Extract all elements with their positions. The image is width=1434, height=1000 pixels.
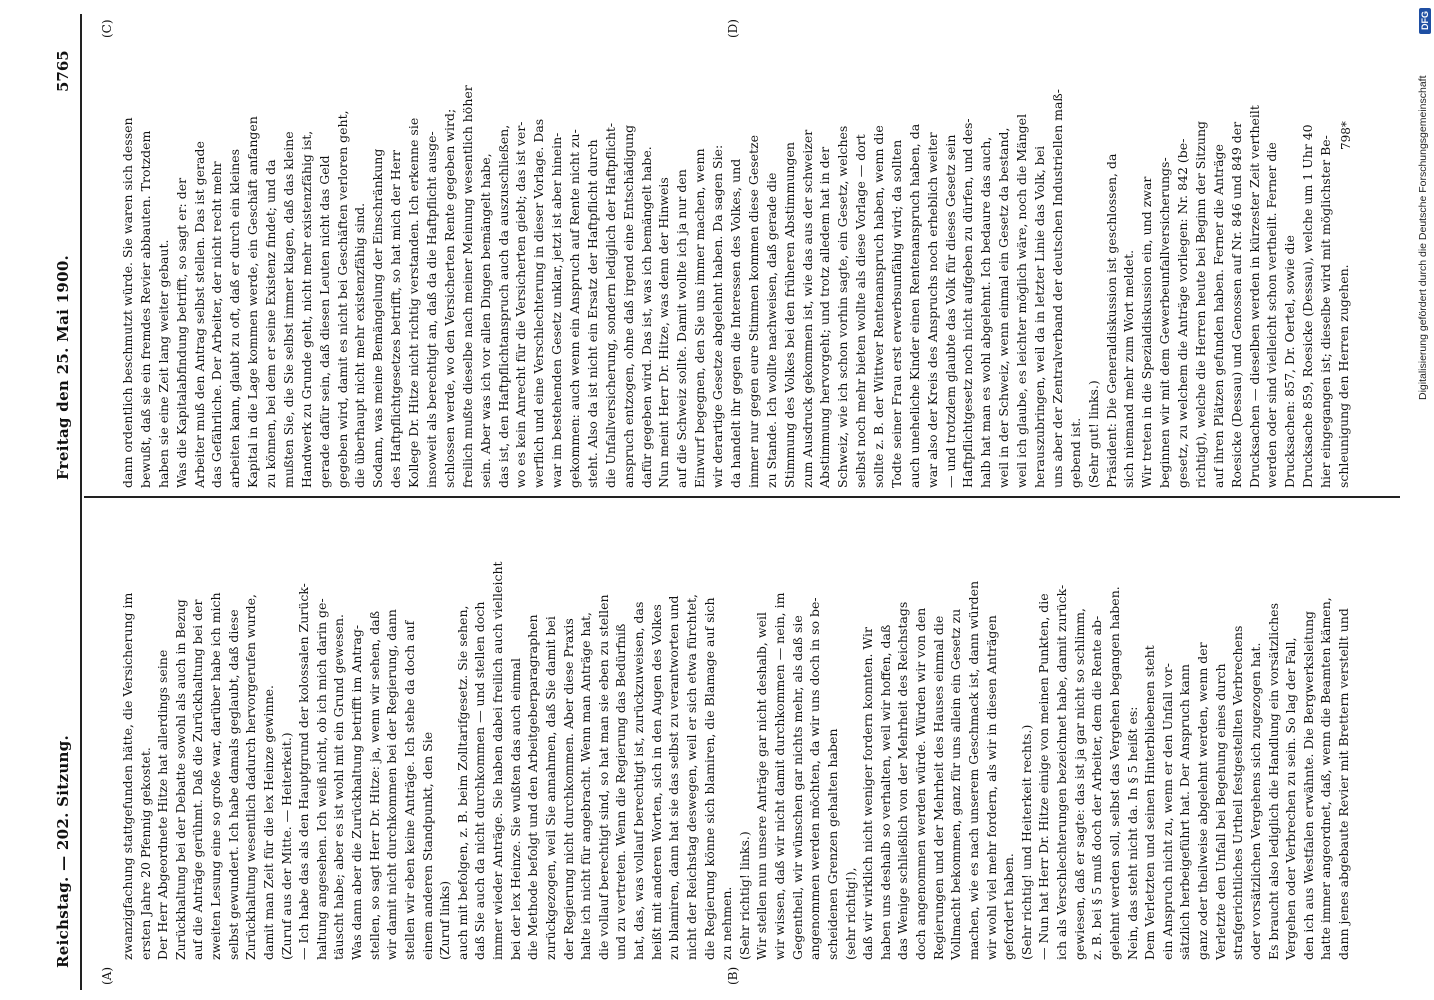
text-line: selbst noch mehr bieten wollte als diese Vorlage — dort	[853, 134, 869, 488]
text-line: herauszubringen, weil da in letzter Linie das Volk, bei	[1032, 145, 1047, 488]
text-line: Arbeiter muß den Antrag selbst stellen. Das ist gerade	[191, 141, 207, 488]
text-line: auf die Anträge gerühmt. Daß die Zurückhaltung bei der	[190, 599, 206, 960]
text-line: Der Herr Abgeordnete Hitze hat allerdings seine	[155, 649, 171, 960]
text-line: zweiten Lesung eine so große war, darüber habe ich mich	[208, 592, 224, 960]
text-line: Es braucht also lediglich die Handlung ein vorsätzliches	[1265, 603, 1281, 960]
text-line: Zurückhaltung wesentlich dadurch hervorgerufen wurde,	[243, 593, 259, 960]
text-line: Wir stellen nun unsere Anträge gar nicht deshalb, weil	[754, 612, 770, 960]
text-line: ich als Verschlechterungen bezeichnet habe, damit zurück-	[1054, 584, 1070, 960]
text-line: halb hat man es wohl abgelehnt. Ich bedaure das auch,	[978, 136, 994, 488]
text-line: daß Sie auch da nicht durchkommen — und stellen doch	[472, 601, 488, 960]
text-line: schleunigung den Herren zugehen.	[1336, 264, 1351, 488]
text-line: wo es kein Anrecht für die Versicherten giebt; das ist ver-	[513, 121, 529, 488]
text-line: immer nur gegen eure Stimmen kommen diese Gesetze	[745, 134, 761, 488]
text-line: sein. Aber was ich vor allen Dingen bemängelt habe,	[477, 153, 493, 488]
text-line: hier eingegangen ist; dieselbe wird mit möglichster Be-	[1318, 135, 1334, 488]
text-line: zu nehmen.	[719, 886, 735, 960]
text-line: mußten Sie, die Sie selbst immer klagen, daß das kleine	[280, 131, 296, 488]
text-line: sollte z. B. der Wittwer Rentenanspruch haben, wenn die	[871, 125, 887, 488]
dfg-logo	[1419, 8, 1431, 34]
text-line: Drucksache 859, Roesicke (Dessau), welche um 1 Uhr 40	[1300, 124, 1316, 488]
text-line: (Sehr richtig! und Heiterkeit rechts.)	[1018, 724, 1034, 960]
text-line: die Methode befolgt und den Arbeitgeberparagraphen	[525, 614, 541, 960]
text-line: ganz oder theilweise abgelehnt werden, wenn der	[1195, 642, 1210, 960]
text-line: machen, wie es nach unserem Geschmack ist, dann würden	[965, 580, 981, 960]
text-line: auch uneheliche Kinder einen Rentenanspruch haben, da	[906, 123, 922, 488]
text-line: stellen, so sagt Herr Dr. Hitze: ja, wenn wir sehen, daß	[366, 610, 382, 960]
text-line: weil in der Schweiz, wenn einmal ein Gesetz da bestand,	[996, 127, 1012, 488]
text-line: Dem Verletzten und seinen Hinterbliebenen steht	[1142, 645, 1158, 960]
text-line: Präsident: Die Generaldiskussion ist geschlossen, da	[1103, 153, 1119, 488]
text-line: Einwurf begegnen, den Sie uns immer machen, wenn	[692, 148, 708, 488]
text-line: stellen wir eben keine Anträge. Ich stehe da doch auf	[401, 620, 417, 960]
text-line: Haftpflichtgesetz noch nicht aufgeben zu dürfen, und des-	[960, 118, 976, 488]
text-line: damit man Zeit für die lex Heinze gewinne.	[260, 685, 276, 960]
text-line: sätzlich herbeigeführt hat. Der Anspruch kann	[1177, 664, 1193, 960]
text-line: sich niemand mehr zum Wort meldet.	[1121, 249, 1137, 488]
text-line: zu können, bei dem er seine Existenz findet; und da	[263, 159, 279, 488]
text-line: immer wieder Anträge. Sie haben dabei freilich auch vielleicht	[490, 561, 506, 960]
section-marker-c: (C)	[100, 19, 114, 38]
text-line: das ist, den Haftpflichtanspruch auch da auszuschließen,	[495, 124, 511, 488]
text-line: Schweiz, wie ich schon vorhin sagte, ein Gesetz, welches	[835, 125, 851, 488]
text-line: (Sehr gut! links.)	[1085, 380, 1101, 488]
text-line: (sehr richtig!),	[842, 867, 858, 960]
text-line: den ich aus Westfalen erwähnte. Die Bergwerksleitung	[1300, 610, 1316, 960]
text-line: arbeiten kann, glaubt zu oft, daß er durch ein kleines	[227, 148, 243, 488]
text-line: beginnen wir mit dem Gewerbeunfallversicherungs-	[1157, 157, 1173, 488]
text-line: auf die Schweiz sollte. Damit wollte ich ja nur den	[674, 169, 690, 488]
text-line: Nein, das steht nicht da. In § 5 heißt es:	[1124, 706, 1140, 960]
text-line: war im bestehenden Gesetz unklar, jetzt ist aber hinein-	[549, 132, 565, 488]
signature-mark: 798*	[1339, 121, 1353, 150]
text-line: Stimmung des Volkes bei den früheren Abstimmungen	[781, 142, 797, 488]
text-line: — Nun hat Herr Dr. Hitze einige von meinen Punkten, die	[1036, 593, 1052, 960]
text-line: insoweit als berechtigt an, daß da die Haftpflicht ausge-	[424, 131, 439, 488]
text-line: gefordert haben.	[1001, 853, 1017, 960]
text-line: haben sie eine Zeit lang weiter gebaut.	[155, 239, 171, 488]
text-line: gewiesen, daß er sagte: das ist ja gar nicht so schlimm,	[1071, 607, 1087, 960]
text-line: wir wissen, daß wir nicht damit durchkommen — nein, im	[772, 592, 788, 960]
text-line: Zurückhaltung bei der Debatte sowohl als auch in Bezug	[172, 599, 188, 960]
text-line: Kapital in die Lage kommen werde, ein Geschäft anfangen	[245, 116, 261, 488]
text-line: — Ich habe das als den Hauptgrund der kolossalen Zurück-	[296, 583, 312, 960]
digitization-credit: Digitalisierung gefördert durch die Deutsche Forschungsgemeinschaft	[1417, 75, 1429, 400]
text-line: strafgerichtliches Urtheil festgestellten Verbrechens	[1230, 625, 1246, 960]
text-line: — und trotzdem glaubte das Volk für dieses Gesetz sein	[942, 134, 958, 488]
text-line: anspruch entzogen, ohne daß irgend eine Entschädigung	[620, 124, 636, 488]
text-line: (Zuruf aus der Mitte. — Heiterkeit.)	[278, 732, 294, 960]
section-marker-d: (D)	[726, 19, 740, 38]
text-line: zurückgezogen, weil Sie annahmen, daß Sie damit bei	[542, 616, 558, 960]
text-line: die überhaupt nicht mehr existenzfähig sind.	[352, 202, 368, 488]
text-line: und zu vertreten. Wenn die Regierung das Bedürfniß	[613, 623, 629, 960]
page-number: 5765	[54, 50, 72, 92]
text-line: gesetz, zu welchem die Anträge vorliegen: Nr. 842 (be-	[1175, 138, 1191, 488]
text-line: dafür gegeben wird. Das ist, was ich bemängelt habe.	[638, 146, 654, 488]
text-line: z. B. bei § 5 muß doch der Arbeiter, dem die Rente ab-	[1089, 615, 1105, 960]
text-line: täuscht habe; aber es ist wohl mit ein Grund gewesen.	[331, 614, 347, 960]
text-line: des Haftpflichtgesetzes betrifft, so hat mich der Herr	[388, 150, 404, 488]
header-rule	[80, 14, 82, 990]
section-marker-b: (B)	[726, 966, 740, 985]
text-line: gekommen: auch wenn ein Anspruch auf Rente nicht zu-	[567, 129, 583, 488]
text-line: war also der Kreis des Anspruchs noch erheblich weiter	[924, 132, 940, 488]
text-line: Verletzte den Unfall bei Begehung eines durch	[1212, 663, 1228, 960]
text-line: Kollege Dr. Hitze nicht richtig verstanden. Ich erkenne sie	[406, 117, 422, 488]
text-line: Vergehen oder Verbrechen zu sein. So lag der Fall,	[1283, 637, 1299, 960]
text-line: gerade dafür sein, daß diesen Leuten nicht das Geld	[316, 155, 332, 488]
text-line: wir wohl viel mehr fordern, als wir in diesen Anträgen	[983, 615, 999, 960]
text-line: nicht der Reichstag deswegen, weil er sich etwa fürchtet,	[683, 594, 699, 960]
text-line: heißt mit anderen Worten, sich in den Augen des Volkes	[648, 604, 664, 960]
text-line: (Sehr richtig! links.)	[736, 831, 752, 960]
text-line: Todte seiner Frau erst erwerbsunfähig wird; da sollten	[888, 139, 904, 488]
text-line: zwanzigfachung stattgefunden hätte, die Versicherung im	[120, 592, 135, 960]
text-line: Wir treten in die Spezialdiskussion ein, und zwar	[1139, 176, 1155, 488]
text-line: daß wir wirklich nicht weniger fordern konnten. Wir	[860, 626, 876, 960]
text-line: angenommen werden möchten, da wir uns doch in so be-	[807, 597, 823, 960]
text-line: Abstimmung hervorgeht; und trotz alledem hat in der	[817, 146, 833, 488]
text-line: einem anderen Standpunkt, den Sie	[419, 731, 435, 960]
text-line: wir damit nicht durchkommen bei der Regierung, dann	[384, 609, 400, 960]
column-rule	[84, 496, 1400, 498]
text-line: Was dann aber die Zurückhaltung betrifft im Antrag-	[349, 624, 365, 960]
text-line: die vollauf berechtigt sind, so hat man sie eben zu stellen	[595, 594, 611, 960]
text-line: werflich und eine Verschlechterung in dieser Vorlage. Das	[531, 118, 547, 488]
text-line: dann jenes abgebaute Revier mit Brettern verstellt und	[1336, 608, 1351, 960]
text-line: ersten Jahre 20 Pfennig gekostet.	[137, 747, 153, 960]
text-line: Gegentheil, wir wünschen gar nichts mehr, als daß sie	[789, 615, 805, 960]
text-line: Was die Kapitalabfindung betrifft, so sagt er: der	[173, 177, 189, 488]
text-line: richtigt), welche die Herren heute bei Beginn der Sitzung	[1192, 121, 1208, 488]
text-line: das Wenige schließlich von der Mehrheit des Reichstags	[895, 601, 911, 960]
text-line: die Regierung könne sich blamiren, die Blamage auf sich	[701, 597, 717, 960]
text-line: gegeben wird, damit es nicht bei Geschäften verloren geht,	[334, 110, 350, 488]
text-line: zu Stande. Ich wollte nachweisen, daß gerade die	[763, 172, 779, 488]
text-line: die Unfallversicherung, sondern lediglich der Haftpflicht-	[602, 122, 618, 488]
text-line: auf ihren Plätzen gefunden haben. Ferner die Anträge	[1210, 144, 1226, 488]
text-line: selbst gewundert. Ich habe damals geglaubt, daß diese	[225, 609, 241, 960]
text-line: das Gefährliche. Der Arbeiter, der nicht recht mehr	[209, 161, 225, 488]
text-line: haltung angesehen. Ich weiß nicht, ob ich mich darin ge-	[313, 598, 329, 960]
dfg-logo-text: DFG	[1420, 11, 1430, 30]
text-line: Drucksachen — dieselben werden in kürzester Zeit vertheilt	[1246, 105, 1262, 488]
text-line: da handelt ihr gegen die Interessen des Volkes, und	[728, 158, 743, 488]
text-line: Handwerk zu Grunde geht, nicht mehr existenzfähig ist,	[298, 130, 314, 488]
text-line: gelehnt werden soll, selbst das Vergehen begangen haben.	[1106, 586, 1122, 960]
text-line: Roesicke (Dessau) und Genossen auf Nr. 846 und 849 der	[1228, 121, 1244, 488]
text-line: hatte immer angeordnet, daß, wenn die Beamten kämen,	[1318, 597, 1334, 960]
text-line: gebend ist.	[1067, 417, 1083, 488]
text-line: Vollmacht bekommen, ganz für uns allein ein Gesetz zu	[948, 608, 964, 960]
text-line: halte ich nicht für angebracht. Wenn man Anträge hat,	[578, 611, 594, 960]
text-line: schlossen werde, wo den Versicherten Rente gegeben wird;	[441, 108, 457, 488]
text-line: werden oder sind vielleicht schon vertheilt. Ferner die	[1264, 142, 1280, 488]
text-line: uns aber der Zentralverband der deutschen Industriellen maß-	[1049, 89, 1065, 488]
text-line: bewußt, daß sie ein fremdes Revier abbauten. Trotzdem	[137, 130, 153, 488]
text-line: wir derartige Gesetze abgelehnt haben. Da sagen Sie:	[710, 144, 726, 488]
text-line: weil ich glaube, es leichter möglich wäre, noch die Mängel	[1014, 113, 1030, 488]
text-line: Sodann, was meine Bemängelung der Einschränkung	[370, 148, 386, 488]
text-line: scheidenen Grenzen gehalten haben	[824, 728, 840, 960]
text-line: auch mit befolgen, z. B. beim Zolltarifgesetz. Sie sehen,	[454, 605, 470, 960]
text-line: hat, das, was vollauf berechtigt ist, zurückzuweisen, das	[631, 601, 647, 960]
text-line: der Regierung nicht durchkommen. Aber diese Praxis	[560, 618, 576, 960]
text-line: oder vorsätzlichen Vergehens sich zugezogen hat.	[1247, 642, 1263, 960]
running-header-left: Reichstag. — 202. Sitzung.	[54, 734, 72, 968]
text-line: Nun meint Herr Dr. Hitze, was denn der Hinweis	[656, 177, 672, 488]
text-line: zum Ausdruck gekommen ist, wie das aus der schweizer	[799, 129, 815, 488]
text-line: steht. Also da ist nicht ein Ersatz der Haftpflicht durch	[584, 139, 600, 488]
running-header-right: Freitag den 25. Mai 1900.	[54, 254, 72, 480]
text-line: haben uns deshalb so verhalten, weil wir hoffen, daß	[877, 624, 893, 960]
text-line: (Zuruf links)	[437, 880, 453, 960]
text-line: freilich mußte dieselbe nach meiner Meinung wesentlich höher	[459, 85, 475, 488]
text-line: zu blamiren, dann hat sie das selbst zu verantworten und	[666, 595, 682, 960]
text-line: doch angenommen werden würde. Würden wir von den	[913, 607, 929, 960]
text-line: Regierungen und der Mehrheit des Hauses einmal die	[930, 615, 946, 960]
text-line: dann ordentlich beschmutzt würde. Sie waren sich dessen	[120, 117, 135, 488]
text-line: Drucksachen: 857, Dr. Oertel, sowie die	[1282, 235, 1298, 488]
section-marker-a: (A)	[100, 966, 114, 985]
text-line: ein Anspruch nicht zu, wenn er den Unfall vor-	[1159, 662, 1175, 960]
text-line: bei der lex Heinze. Sie wußten das auch einmal	[507, 657, 523, 960]
